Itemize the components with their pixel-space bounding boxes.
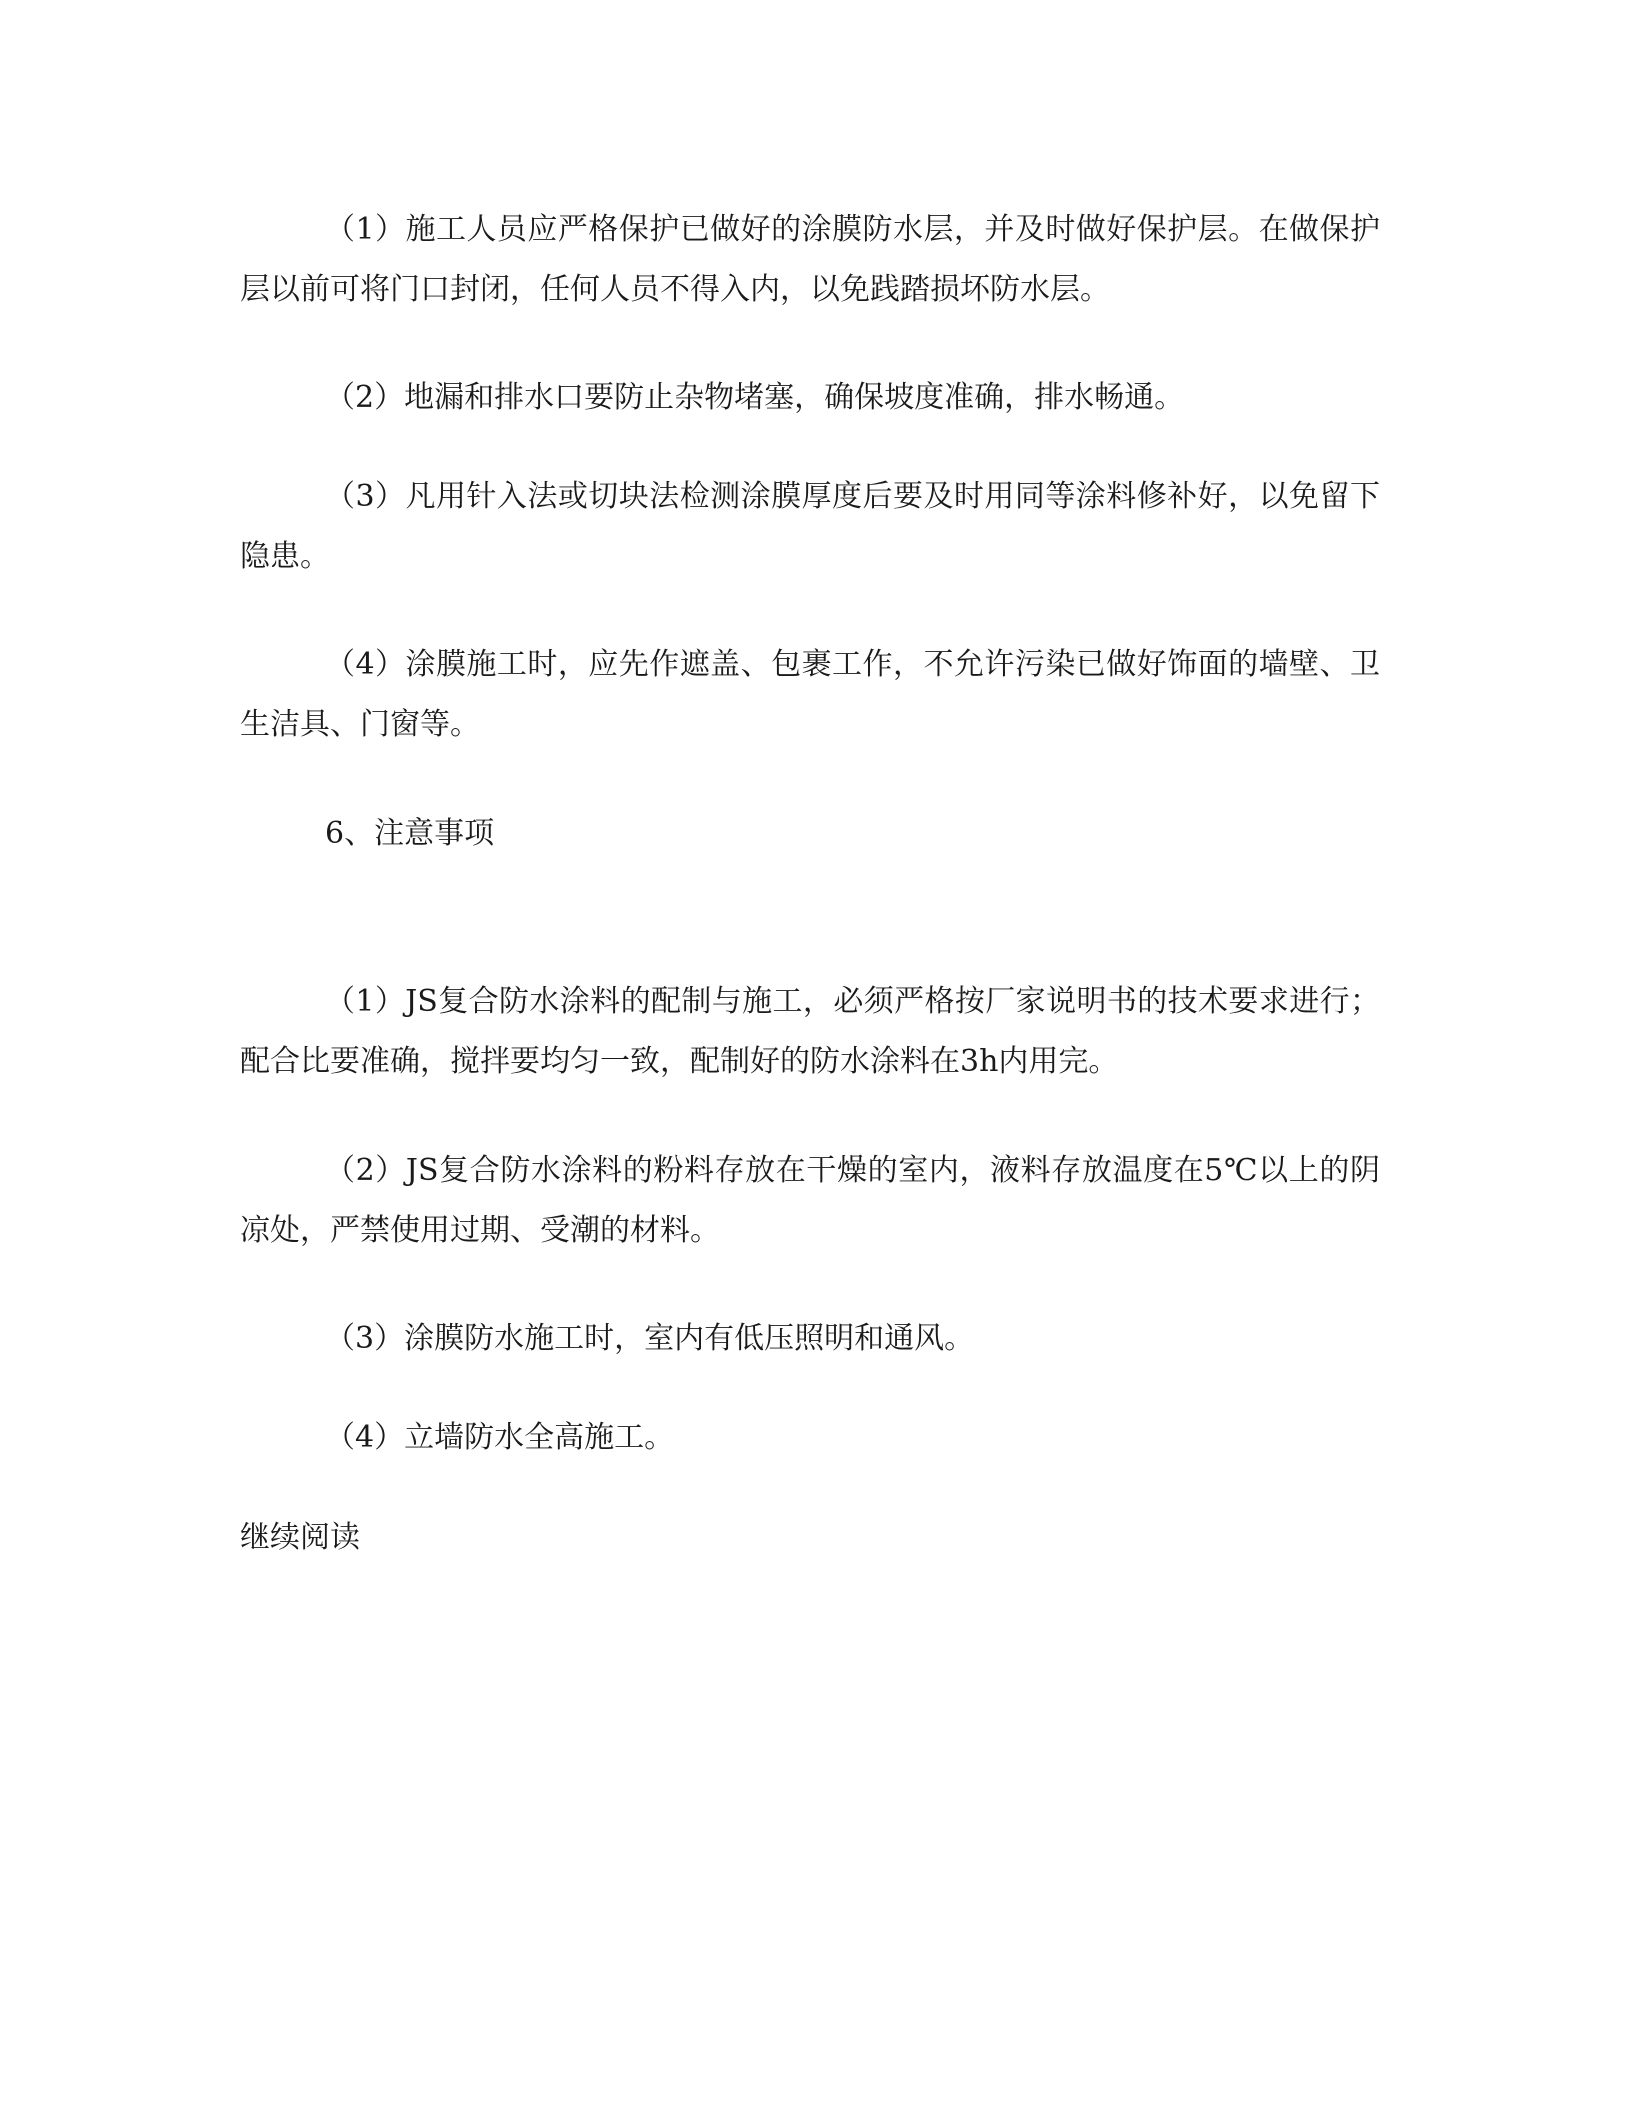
- section-heading-notes: 6、注意事项: [325, 816, 495, 851]
- paragraph-notes-1: （1）JS复合防水涂料的配制与施工，必须严格按厂家说明书的技术要求进行；配合比要准确，搅拌要均匀一致，配制好的防水涂料在3h内用完。: [240, 984, 1380, 1079]
- paragraph-notes-2: （2）JS复合防水涂料的粉料存放在干燥的室内，液料存放温度在5℃以上的阴凉处，严禁使用过期、受潮的材料。: [240, 1153, 1380, 1248]
- paragraph-protection-3: （3）凡用针入法或切块法检测涂膜厚度后要及时用同等涂料修补好，以免留下隐患。: [240, 479, 1380, 574]
- paragraph-protection-2: （2）地漏和排水口要防止杂物堵塞，确保坡度准确，排水畅通。: [325, 380, 1185, 415]
- paragraph-notes-3: （3）涂膜防水施工时，室内有低压照明和通风。: [325, 1321, 975, 1356]
- paragraph-protection-1: （1）施工人员应严格保护已做好的涂膜防水层，并及时做好保护层。在做保护层以前可将门口封闭，任何人员不得入内，以免践踏损坏防水层。: [240, 212, 1380, 307]
- continue-reading-link[interactable]: 继续阅读: [240, 1520, 360, 1555]
- paragraph-protection-4: （4）涂膜施工时，应先作遮盖、包裹工作，不允许污染已做好饰面的墙壁、卫生洁具、门窗等。: [240, 647, 1380, 742]
- paragraph-notes-4: （4）立墙防水全高施工。: [325, 1420, 675, 1455]
